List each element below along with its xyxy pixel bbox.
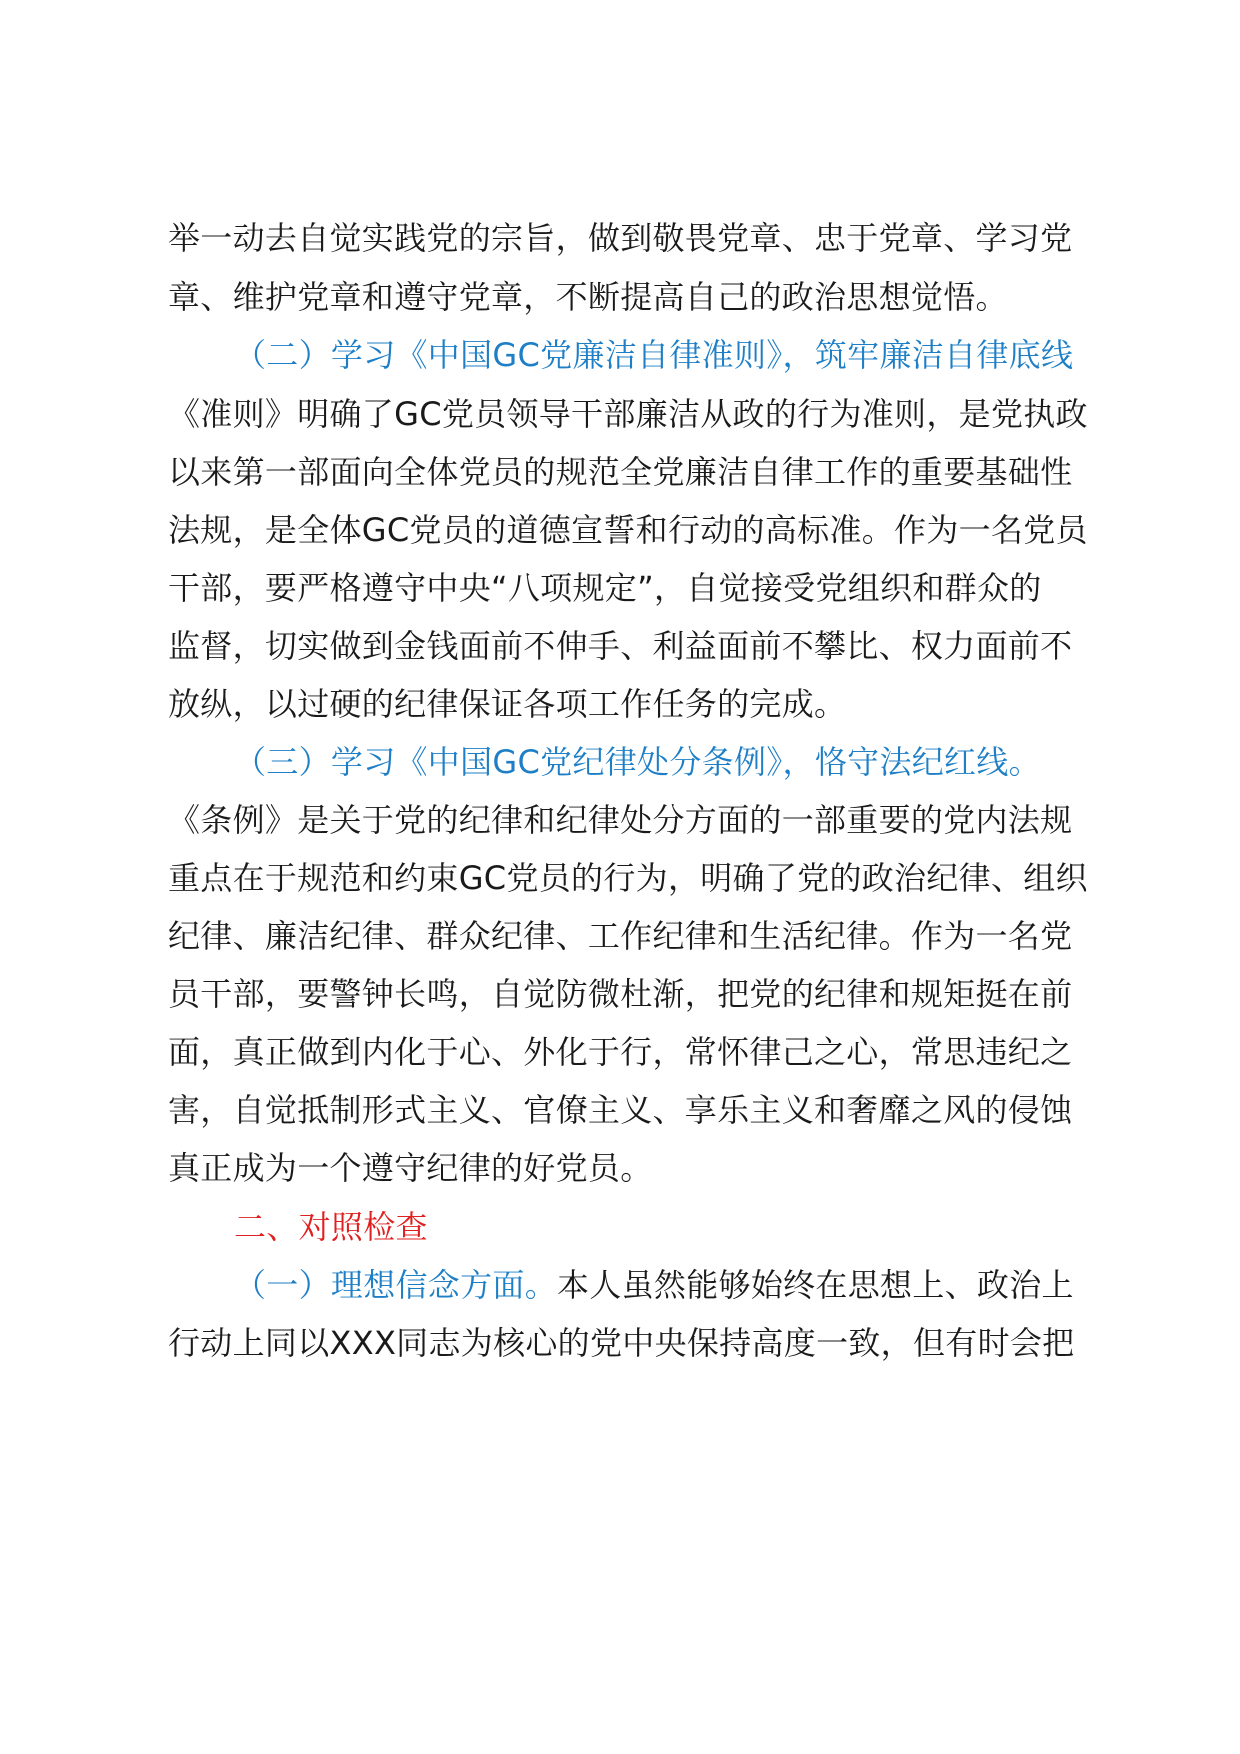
paragraph-line: 真正成为一个遵守纪律的好党员。: [168, 1149, 653, 1187]
paragraph-line: 监督，切实做到金钱面前不伸手、利益面前不攀比、权力面前不: [168, 627, 1073, 665]
paragraph-line: 法规，是全体GC党员的道德宣誓和行动的高标准。作为一名党员: [168, 511, 1088, 549]
paragraph-line: 《准则》明确了GC党员领导干部廉洁从政的行为准则，是党执政: [168, 395, 1088, 433]
paragraph-line: 纪律、廉洁纪律、群众纪律、工作纪律和生活纪律。作为一名党: [168, 917, 1073, 955]
paragraph-line: 放纵，以过硬的纪律保证各项工作任务的完成。: [168, 685, 847, 723]
paragraph-line: 干部，要严格遵守中央“八项规定”，自觉接受党组织和群众的: [168, 569, 1042, 607]
paragraph-line: 行动上同以XXX同志为核心的党中央保持高度一致，但有时会把: [168, 1324, 1075, 1362]
subsection-text: 本人虽然能够始终在思想上、政治上: [557, 1266, 1074, 1304]
section-heading-2: （二）学习《中国GC党廉洁自律准则》，筑牢廉洁自律底线: [234, 336, 1074, 374]
paragraph-line: 员干部，要警钟长鸣，自觉防微杜渐，把党的纪律和规矩挺在前: [168, 975, 1073, 1013]
paragraph-line: 害，自觉抵制形式主义、官僚主义、享乐主义和奢靡之风的侵蚀: [168, 1091, 1073, 1129]
paragraph-line: 举一动去自觉实践党的宗旨，做到敬畏党章、忠于党章、学习党: [168, 219, 1073, 257]
part-heading: 二、对照检查: [234, 1208, 428, 1246]
subsection-heading-1: （一）理想信念方面。: [234, 1266, 558, 1304]
paragraph-line: 以来第一部面向全体党员的规范全党廉洁自律工作的重要基础性: [168, 453, 1073, 491]
subsection-line: [234, 1265, 1074, 1305]
paragraph-line: 《条例》是关于党的纪律和纪律处分方面的一部重要的党内法规: [168, 801, 1073, 839]
paragraph-line: 章、维护党章和遵守党章，不断提高自己的政治思想觉悟。: [168, 278, 1008, 316]
section-heading-3: （三）学习《中国GC党纪律处分条例》，恪守法纪红线。: [234, 743, 1041, 781]
paragraph-line: 面，真正做到内化于心、外化于行，常怀律己之心，常思违纪之: [168, 1033, 1073, 1071]
paragraph-line: 重点在于规范和约束GC党员的行为，明确了党的政治纪律、组织: [168, 859, 1088, 897]
